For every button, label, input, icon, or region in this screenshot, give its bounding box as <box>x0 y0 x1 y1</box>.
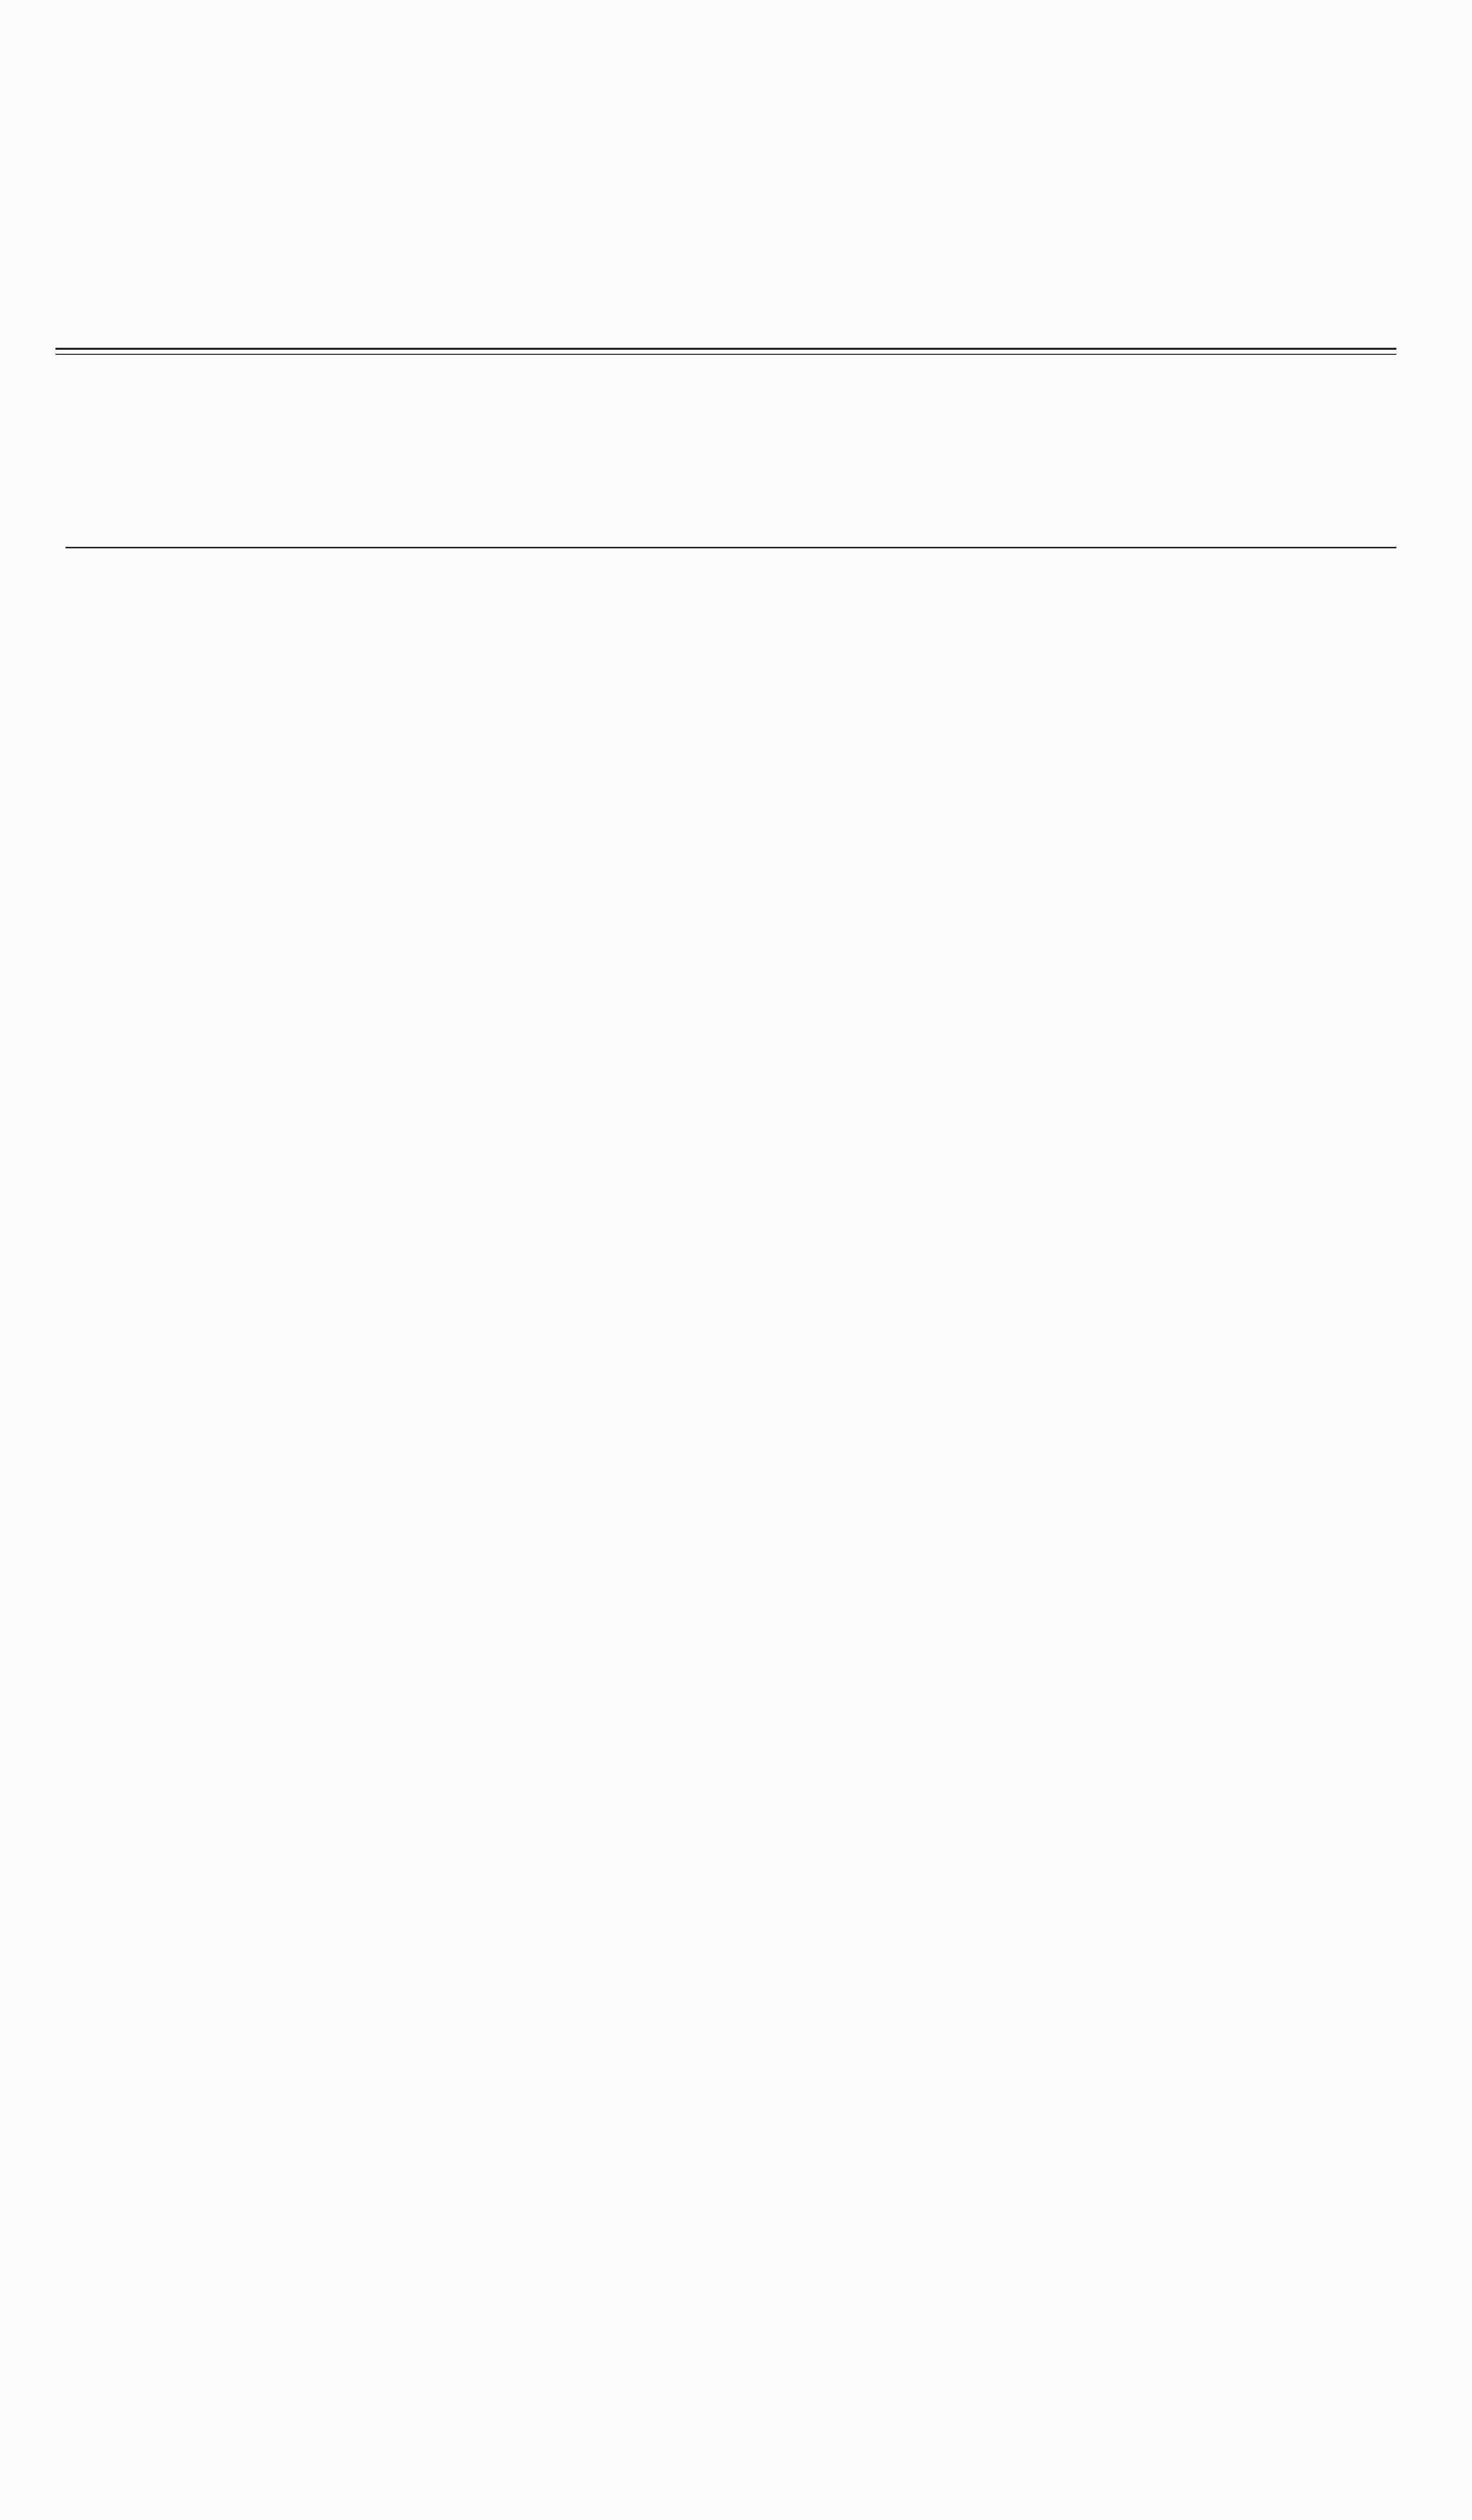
header-bottom-rule <box>66 547 1396 548</box>
top-rule-thin <box>55 354 1396 355</box>
top-rule <box>55 348 1396 350</box>
